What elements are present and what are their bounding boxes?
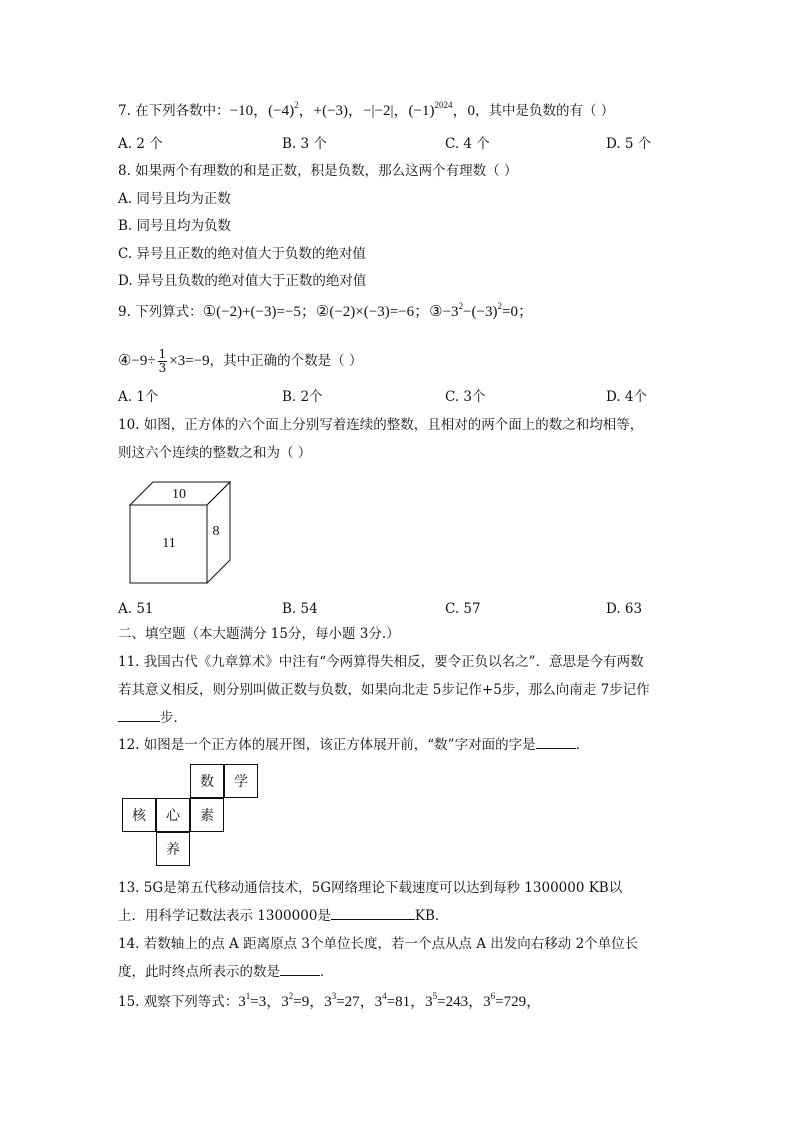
q7-option-d[interactable]: D. 5 个: [606, 136, 652, 152]
net-cell-he: 核: [122, 798, 156, 832]
q10-option-a[interactable]: A. 51: [118, 601, 154, 617]
net-cell-shu: 数: [190, 764, 224, 798]
q10-option-c[interactable]: C. 57: [445, 601, 481, 617]
q11-stem-line1: 11. 我国古代《九章算术》中注有“今两算得失相反，要令正负以名之”．意思是今有两数: [118, 654, 644, 670]
cube-side-number: 8: [212, 524, 220, 539]
q7-stem: 7. 在下列各数中：−10，$(-4)^2$，+(−3)，−|−2|，$(-1)^{2024}$，0，其中是负数的有（ ）: [118, 100, 615, 119]
q8-option-c[interactable]: C. 异号且正数的绝对值大于负数的绝对值: [118, 246, 366, 262]
q11-stem-line3: 步．: [118, 709, 187, 727]
cube-net: [122, 764, 262, 868]
q7-option-c[interactable]: C. 4 个: [445, 136, 490, 152]
q9-option-b[interactable]: B. 2个: [282, 389, 323, 405]
cube-figure: [126, 478, 246, 588]
q13-answer-blank[interactable]: [331, 907, 415, 920]
q10-option-b[interactable]: B. 54: [282, 601, 318, 617]
q9-stem-line1: 9. 下列算式：①(−2)+(−3)=−5；②(−2)×(−3)=−6；$③-3^2-(-3)^2=0$；: [118, 301, 533, 320]
section-heading: 二、填空题（本大题满分 15分，每小题 3分.）: [118, 626, 400, 642]
q7-expr: −10，$(-4)^2$，+(−3)，−|−2|，$(-1)^{2024}$，0: [229, 100, 475, 119]
q8-option-b[interactable]: B. 同号且均为负数: [118, 218, 232, 234]
q8-option-d[interactable]: D. 异号且负数的绝对值大于正数的绝对值: [118, 273, 367, 289]
cube-front-number: 11: [162, 536, 176, 551]
net-cell-su: 素: [190, 798, 224, 832]
q9-option-a[interactable]: A. 1个: [118, 389, 159, 405]
q7-option-b[interactable]: B. 3 个: [282, 136, 327, 152]
q12-stem: 12. 如图是一个正方体的展开图，该正方体展开前，“数”字对面的字是 ．: [118, 737, 590, 753]
q12-answer-blank[interactable]: [536, 736, 576, 749]
q8-option-a[interactable]: A. 同号且均为正数: [118, 191, 231, 207]
q10-option-d[interactable]: D. 63: [606, 601, 643, 617]
q9-option-d[interactable]: D. 4个: [606, 389, 648, 405]
q9-option-c[interactable]: C. 3个: [445, 389, 486, 405]
q10-stem-line2: 则这六个连续的整数之和为（ ）: [118, 445, 312, 461]
q14-answer-blank[interactable]: [280, 963, 320, 976]
q15-stem: 15. 观察下列等式：$3^1=3$，$3^2=9$，$3^3=27$，$3^4=81$，$3^5=243$，$3^6=729$，: [118, 991, 542, 1010]
q8-stem: 8. 如果两个有理数的和是正数，积是负数，那么这两个有理数（ ）: [118, 163, 518, 179]
q13-stem-line2: 上．用科学记数法表示 1300000是 KB．: [118, 908, 449, 924]
net-cell-yang: 养: [156, 832, 190, 866]
q9-stem-line2: ④−9÷ $\frac{1}{3}$ ×3=−9，其中正确的个数是（ ）: [118, 347, 363, 375]
q10-stem-line1: 10. 如图，正方体的六个面上分别写着连续的整数，且相对的两个面上的数之和均相等，: [118, 417, 644, 433]
q11-answer-blank[interactable]: [118, 709, 160, 722]
q7-option-a[interactable]: A. 2 个: [118, 136, 163, 152]
q14-stem-line2: 度，此时终点所表示的数是 ．: [118, 964, 334, 980]
q11-stem-line2: 若其意义相反，则分别叫做正数与负数，如果向北走 5步记作+5步，那么向南走 7步记作: [118, 682, 650, 698]
cube-top-number: 10: [172, 487, 186, 502]
q14-stem-line1: 14. 若数轴上的点 A 距离原点 3个单位长度，若一个点从点 A 出发向右移动 2个单位长: [118, 936, 639, 952]
q13-stem-line1: 13. 5G是第五代移动通信技术，5G网络理论下载速度可以达到每秒 1300000 KB以: [118, 880, 623, 896]
q9-fraction: $\frac{1}{3}$: [158, 347, 167, 375]
net-cell-xue: 学: [224, 764, 258, 798]
net-cell-xin: 心: [156, 798, 190, 832]
